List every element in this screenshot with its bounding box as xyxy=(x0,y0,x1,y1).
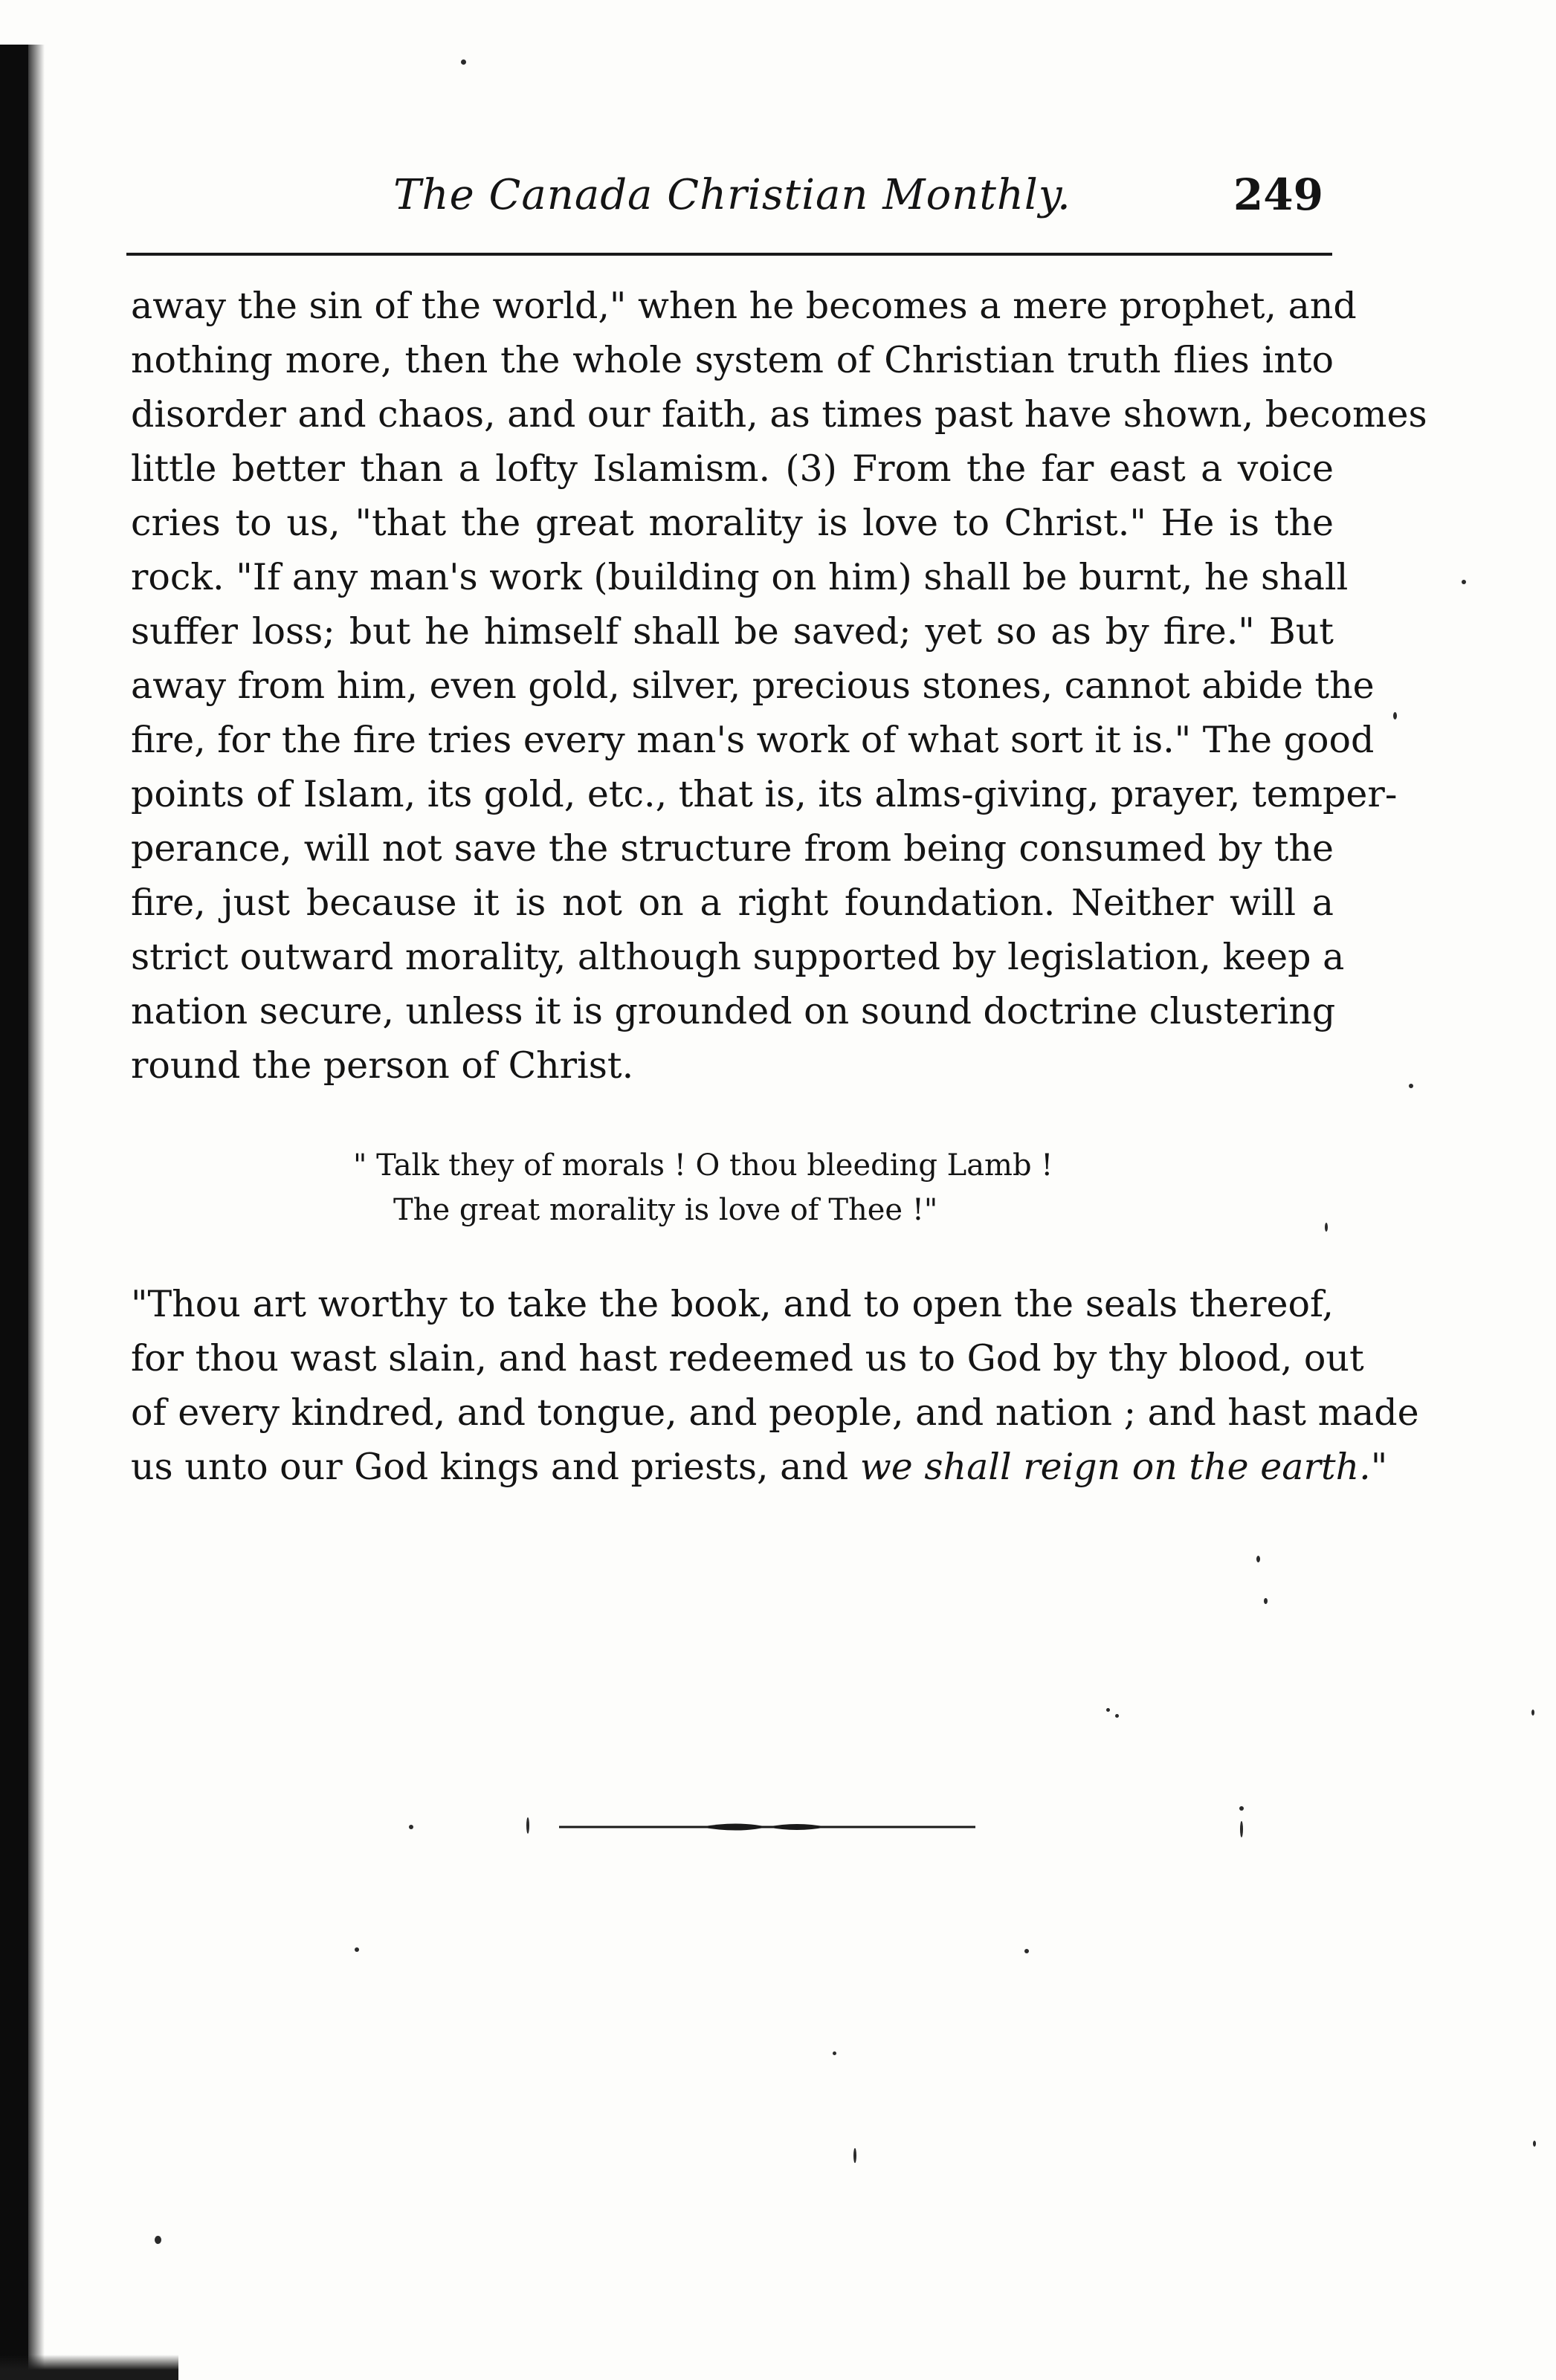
page-corner-shadow xyxy=(0,2355,178,2380)
print-speck xyxy=(853,2148,856,2163)
print-speck xyxy=(1531,1710,1534,1716)
text-line: nothing more, then the whole system of Christian truth flies into xyxy=(131,339,1334,381)
text-line: disorder and chaos, and our faith, as times past have shown, becomes xyxy=(131,393,1427,436)
binding-gradient xyxy=(28,45,45,2380)
print-speck xyxy=(409,1825,413,1829)
print-speck xyxy=(1115,1714,1119,1718)
text-line: perance, will not save the structure from being consumed by the xyxy=(131,827,1334,870)
text-line: points of Islam, its gold, etc., that is, its alms-giving, prayer, temper- xyxy=(131,773,1398,815)
text-line: away the sin of the world," when he becomes a mere prophet, and xyxy=(131,285,1357,327)
page-number: 249 xyxy=(1233,169,1323,220)
print-speck xyxy=(1409,1084,1413,1088)
text-run: " xyxy=(1370,1446,1388,1488)
print-speck xyxy=(833,2051,836,2055)
print-speck xyxy=(355,1947,359,1952)
header-rule xyxy=(126,253,1332,256)
text-line: rock. "If any man's work (building on him) shall be burnt, he shall xyxy=(131,556,1349,598)
text-line: of every kindred, and tongue, and people, and nation ; and hast made xyxy=(131,1391,1419,1434)
print-speck xyxy=(526,1817,529,1834)
text-line: cries to us, "that the great morality is love to Christ." He is the xyxy=(131,502,1334,544)
print-speck xyxy=(1024,1949,1029,1953)
text-line: fire, just because it is not on a right foundation. Neither will a xyxy=(131,882,1334,924)
print-speck xyxy=(1462,580,1466,584)
text-line: away from him, even gold, silver, precious stones, cannot abide the xyxy=(131,664,1375,707)
binding-shadow xyxy=(0,45,28,2380)
print-speck xyxy=(1239,1806,1244,1811)
text-line: nation secure, unless it is grounded on sound doctrine clustering xyxy=(131,990,1336,1032)
text-line: suffer loss; but he himself shall be saved; yet so as by fire." But xyxy=(131,610,1334,653)
text-line: fire, for the fire tries every man's work of what sort it is." The good xyxy=(131,719,1375,761)
closing-paragraph xyxy=(131,1277,1419,1494)
print-speck xyxy=(1264,1598,1268,1604)
print-speck xyxy=(461,59,466,65)
verse-quote xyxy=(353,1143,1208,1232)
print-speck xyxy=(1393,712,1397,720)
text-line: "Thou art worthy to take the book, and to open the seals thereof, xyxy=(131,1283,1334,1325)
print-speck xyxy=(1106,1708,1110,1712)
italic-text-run: we shall reign on the earth. xyxy=(859,1446,1371,1488)
print-speck xyxy=(155,2236,161,2244)
verse-line: " Talk they of morals ! O thou bleeding Lamb ! xyxy=(353,1148,1053,1183)
body-paragraph xyxy=(131,279,1427,1093)
text-line xyxy=(131,1440,1388,1494)
verse-line: The great morality is love of Thee !" xyxy=(393,1193,938,1227)
running-head: The Canada Christian Monthly. xyxy=(393,171,1071,219)
print-speck xyxy=(1533,2141,1536,2147)
print-speck xyxy=(1256,1556,1260,1562)
ornament-divider xyxy=(559,1820,975,1834)
text-line: strict outward morality, although supported by legislation, keep a xyxy=(131,936,1345,978)
text-line: round the person of Christ. xyxy=(131,1044,634,1087)
text-line: little better than a lofty Islamism. (3) From the far east a voice xyxy=(131,447,1334,490)
print-speck xyxy=(1240,1821,1243,1837)
text-run: us unto our God kings and priests, and xyxy=(131,1446,860,1488)
page-header xyxy=(126,149,1338,238)
print-speck xyxy=(1325,1223,1328,1232)
text-line: for thou wast slain, and hast redeemed us to God by thy blood, out xyxy=(131,1337,1364,1380)
